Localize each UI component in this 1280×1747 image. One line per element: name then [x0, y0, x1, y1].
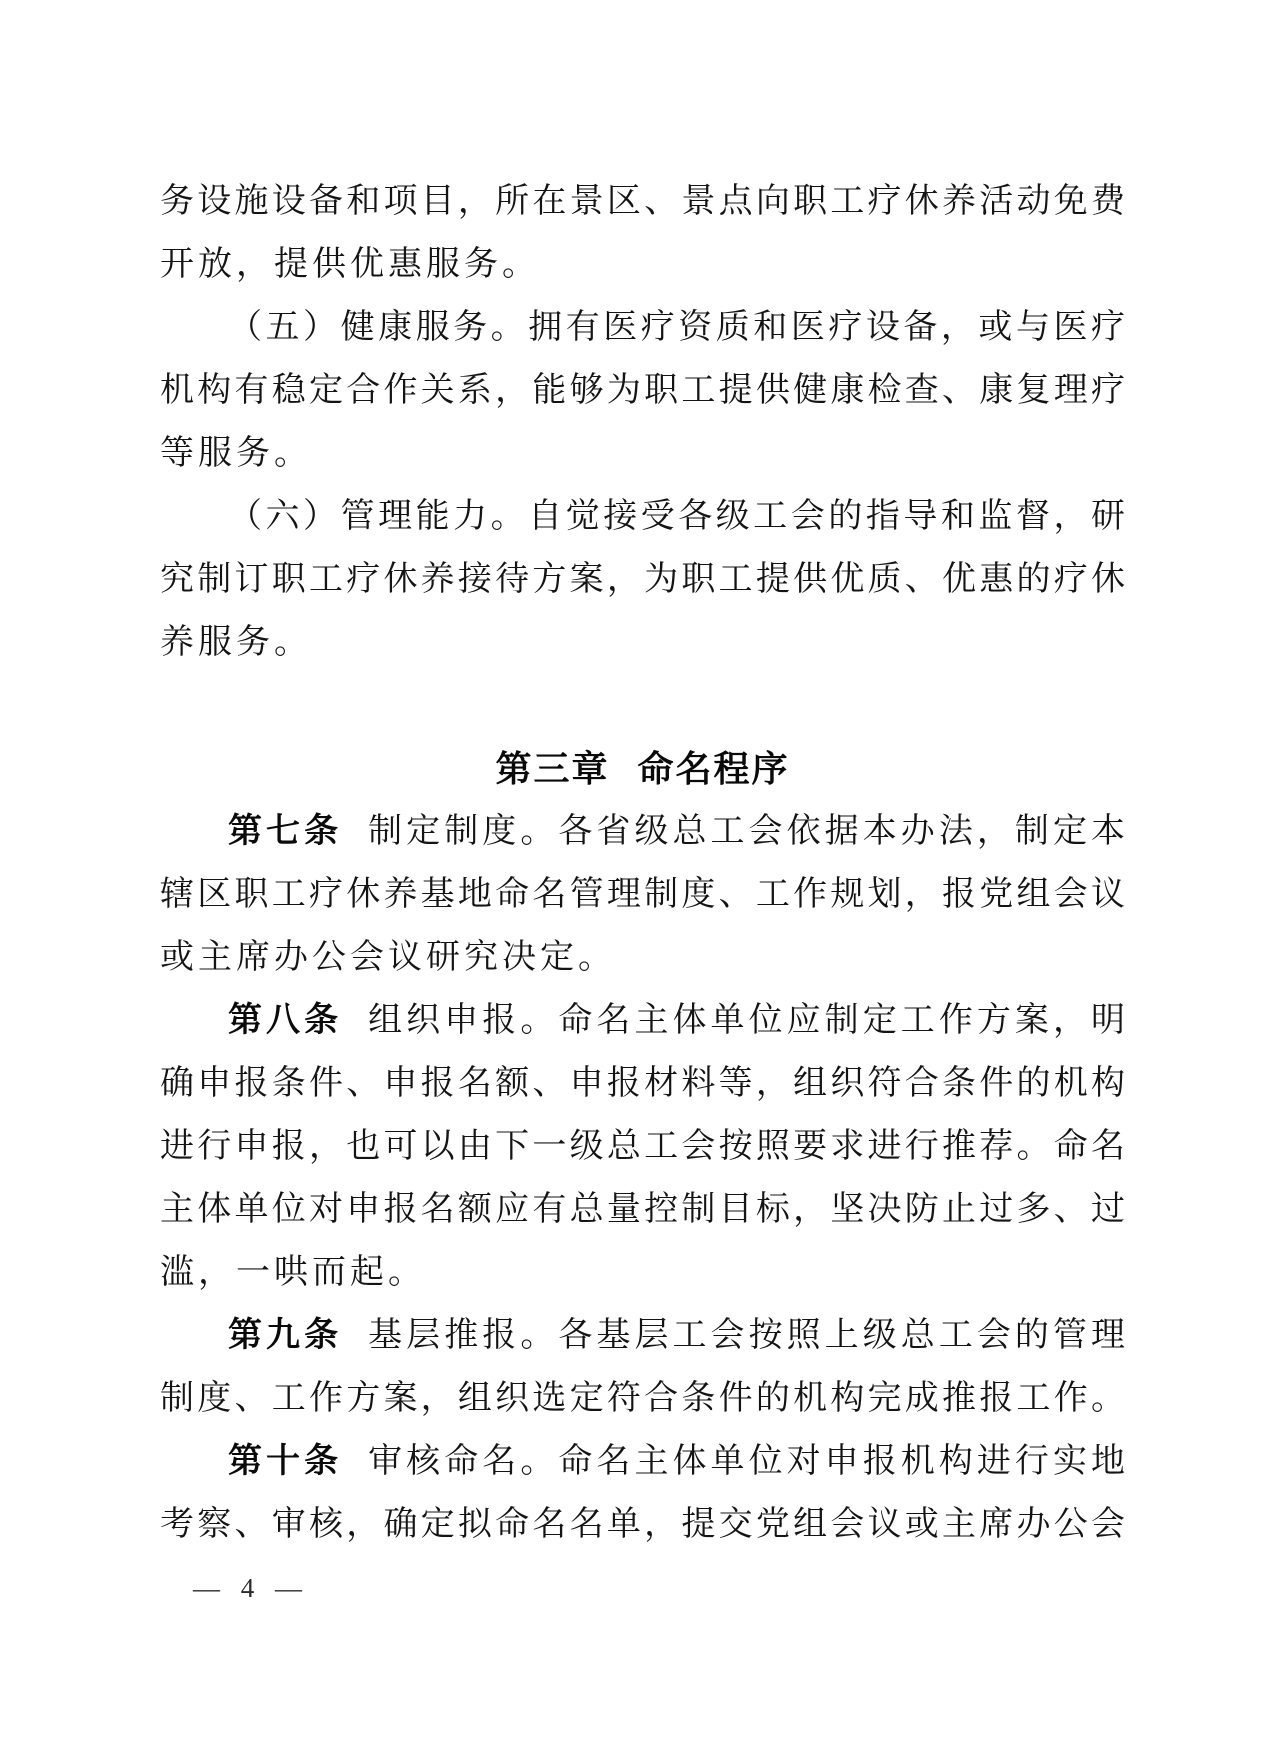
text-line: 主体单位对申报名额应有总量控制目标，坚决防止过多、过: [160, 1191, 1125, 1228]
chapter-heading: [160, 737, 1125, 800]
text-line: [160, 800, 1125, 863]
text-line: 或主席办公会议研究决定。: [160, 939, 616, 976]
article-number: 第七条: [228, 812, 343, 850]
text-line: 等服务。: [160, 435, 312, 472]
text-line: 务设施设备和项目，所在景区、景点向职工疗休养活动免费: [160, 183, 1125, 220]
text-line: [160, 1430, 1125, 1493]
article-text: 组织申报。命名主体单位应制定工作方案，明: [368, 1002, 1126, 1039]
text-line: 养服务。: [160, 624, 312, 661]
page-number: — 4 —: [193, 1573, 309, 1603]
document-body: [160, 170, 1125, 1556]
chapter-number: 第三章: [495, 748, 610, 789]
article-text: 审核命名。命名主体单位对申报机构进行实地: [368, 1443, 1126, 1480]
text-line: [160, 1304, 1125, 1367]
text-line: （五）健康服务。拥有医疗资质和医疗设备，或与医疗: [228, 309, 1125, 346]
text-line: 进行申报，也可以由下一级总工会按照要求进行推荐。命名: [160, 1128, 1125, 1165]
text-line: [160, 989, 1125, 1052]
text-line: 滥，一哄而起。: [160, 1254, 426, 1291]
text-line: 开放，提供优惠服务。: [160, 246, 540, 283]
article-text: 基层推报。各基层工会按照上级总工会的管理: [368, 1317, 1126, 1354]
text-line: 考察、审核，确定拟命名名单，提交党组会议或主席办公会: [160, 1506, 1125, 1543]
text-line: 机构有稳定合作关系，能够为职工提供健康检查、康复理疗: [160, 372, 1125, 409]
article-text: 制定制度。各省级总工会依据本办法，制定本: [368, 813, 1126, 850]
text-line: 制度、工作方案，组织选定符合条件的机构完成推报工作。: [160, 1380, 1125, 1417]
article-number: 第九条: [228, 1316, 343, 1354]
text-line: 究制订职工疗休养接待方案，为职工提供优质、优惠的疗休: [160, 561, 1125, 598]
chapter-title: 命名程序: [637, 748, 790, 789]
text-line: 确申报条件、申报名额、申报材料等，组织符合条件的机构: [160, 1065, 1125, 1102]
text-line: （六）管理能力。自觉接受各级工会的指导和监督，研: [228, 498, 1125, 535]
article-number: 第十条: [228, 1442, 343, 1480]
text-line: 辖区职工疗休养基地命名管理制度、工作规划，报党组会议: [160, 876, 1125, 913]
article-number: 第八条: [228, 1001, 343, 1039]
blank-line: [160, 674, 1125, 737]
